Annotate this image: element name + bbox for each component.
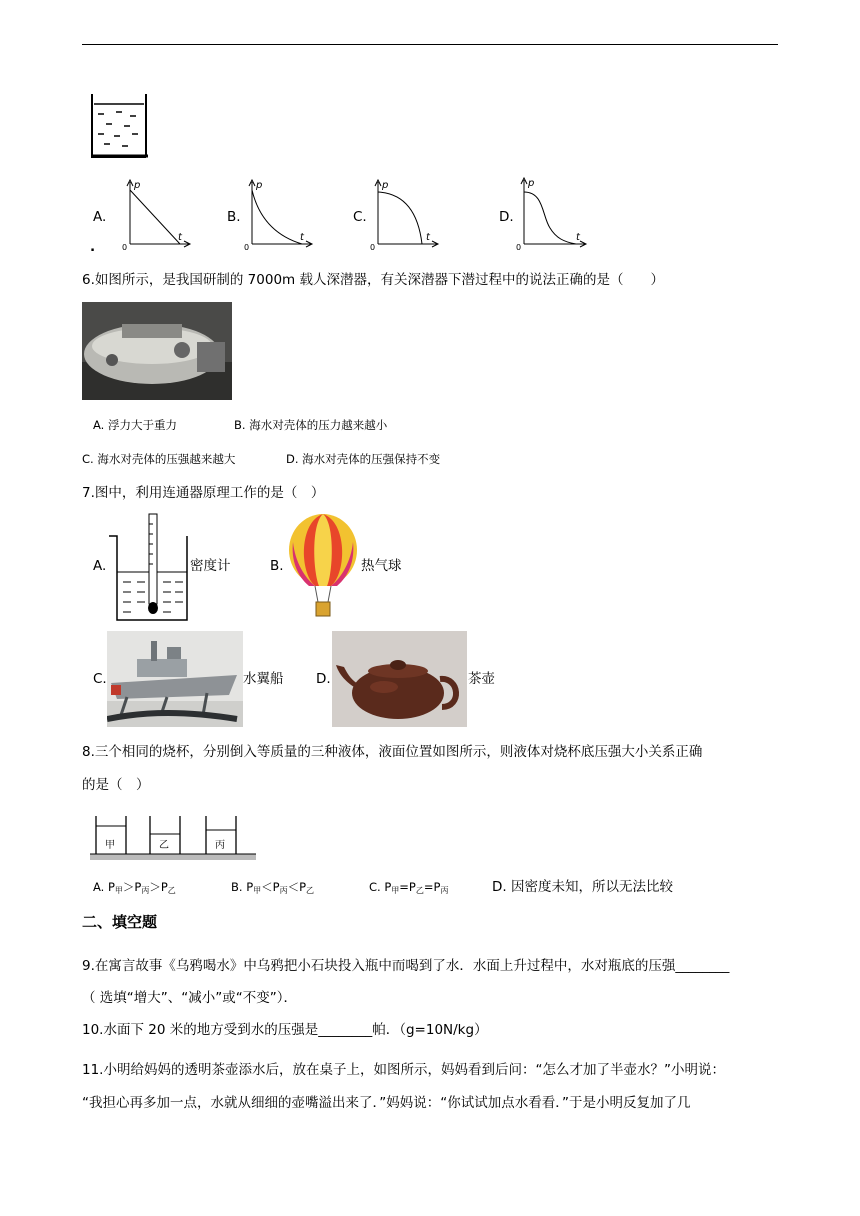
q5-option-b: B.	[227, 209, 241, 225]
q6-stem: 6.如图所示，是我国研制的 7000m 载人深潜器，有关深潜器下潜过程中的说法正确的是（ ）	[82, 272, 664, 288]
q8-stem-line1: 8.三个相同的烧杯，分别倒入等质量的三种液体，液面位置如图所示，则液体对烧杯底压强大小关系正确	[82, 744, 703, 760]
beaker-label-bing: 丙	[215, 840, 225, 851]
graph-b-origin: 0	[244, 243, 250, 250]
beaker-label-jia: 甲	[105, 840, 115, 851]
teapot-photo	[332, 631, 467, 727]
q5-option-c: C.	[353, 209, 367, 225]
q7-stem: 7.图中，利用连通器原理工作的是（ ）	[82, 485, 325, 501]
q6-option-c: C. 海水对壳体的压强越来越大	[82, 452, 236, 466]
graph-d	[512, 172, 590, 250]
graph-a-origin: 0	[122, 243, 128, 250]
graph-a-x-label: t	[178, 232, 182, 243]
section-title-fill-in: 二、填空题	[82, 913, 158, 931]
q7-option-d-letter: D.	[316, 671, 331, 687]
graph-d-origin: 0	[516, 243, 522, 250]
graph-a	[118, 174, 194, 250]
graph-c-y-label: p	[382, 180, 389, 191]
container-figure	[88, 94, 150, 160]
q7-option-b-label: 热气球	[361, 558, 402, 574]
graph-b-x-label: t	[300, 232, 304, 243]
q7-option-d-label: 茶壶	[468, 671, 495, 687]
three-beakers-figure	[88, 810, 258, 862]
q6-option-d: D. 海水对壳体的压强保持不变	[286, 452, 441, 466]
q9-line2: （ 选填“增大”、“减小”或“不变”）．	[82, 990, 298, 1006]
q7-option-c-letter: C.	[93, 671, 107, 687]
q7-option-a-label: 密度计	[190, 558, 231, 574]
q5-option-a: A.	[93, 209, 107, 225]
hydrofoil-ship-photo	[107, 631, 243, 727]
submersible-photo	[82, 302, 232, 400]
graph-d-x-label: t	[576, 232, 580, 243]
graph-c-origin: 0	[370, 243, 376, 250]
graph-c-x-label: t	[426, 232, 430, 243]
q7-option-b-letter: B.	[270, 558, 284, 574]
q11-line2: “我担心再多加一点，水就从细细的壶嘴溢出来了．”妈妈说：“你试试加点水看看．”于是小明反复加了几	[82, 1095, 691, 1111]
header-rule	[82, 44, 778, 45]
graph-a-y-label: p	[134, 180, 141, 191]
q9-line1: 9.在寓言故事《乌鸦喝水》中乌鸦把小石块投入瓶中而喝到了水．水面上升过程中，水对瓶底的压强________	[82, 958, 730, 974]
graph-b-y-label: p	[256, 180, 263, 191]
graph-c	[366, 174, 442, 250]
beaker-label-yi: 乙	[159, 840, 169, 851]
q7-option-a-letter: A.	[93, 558, 107, 574]
q5-dot: .	[90, 239, 96, 255]
q8-option-b: B. $P_甲<P_丙<P_乙$	[231, 880, 315, 895]
q5-option-d: D.	[499, 209, 514, 225]
q8-stem-line2: 的是（ ）	[82, 777, 150, 793]
graph-b	[240, 174, 316, 250]
hot-air-balloon-figure	[285, 512, 361, 622]
q7-option-c-label: 水翼船	[243, 671, 284, 687]
hydrometer-figure	[107, 512, 191, 622]
q6-option-b: B. 海水对壳体的压力越来越小	[234, 418, 388, 432]
q11-line1: 11.小明给妈妈的透明茶壶添水后，放在桌子上，如图所示，妈妈看到后问：“怎么才加了半壶水？”小明说：	[82, 1062, 725, 1078]
q10: 10.水面下 20 米的地方受到水的压强是________帕．（g=10N/kg）	[82, 1022, 488, 1038]
q8-option-a: A. $P_甲>P_丙>P_乙$	[93, 880, 176, 895]
q8-option-c: C. $P_甲=P_乙=P_丙$	[369, 880, 449, 895]
q6-option-a: A. 浮力大于重力	[93, 418, 177, 432]
graph-d-y-label: p	[528, 178, 535, 189]
q8-option-d: D. 因密度未知，所以无法比较	[492, 879, 673, 895]
